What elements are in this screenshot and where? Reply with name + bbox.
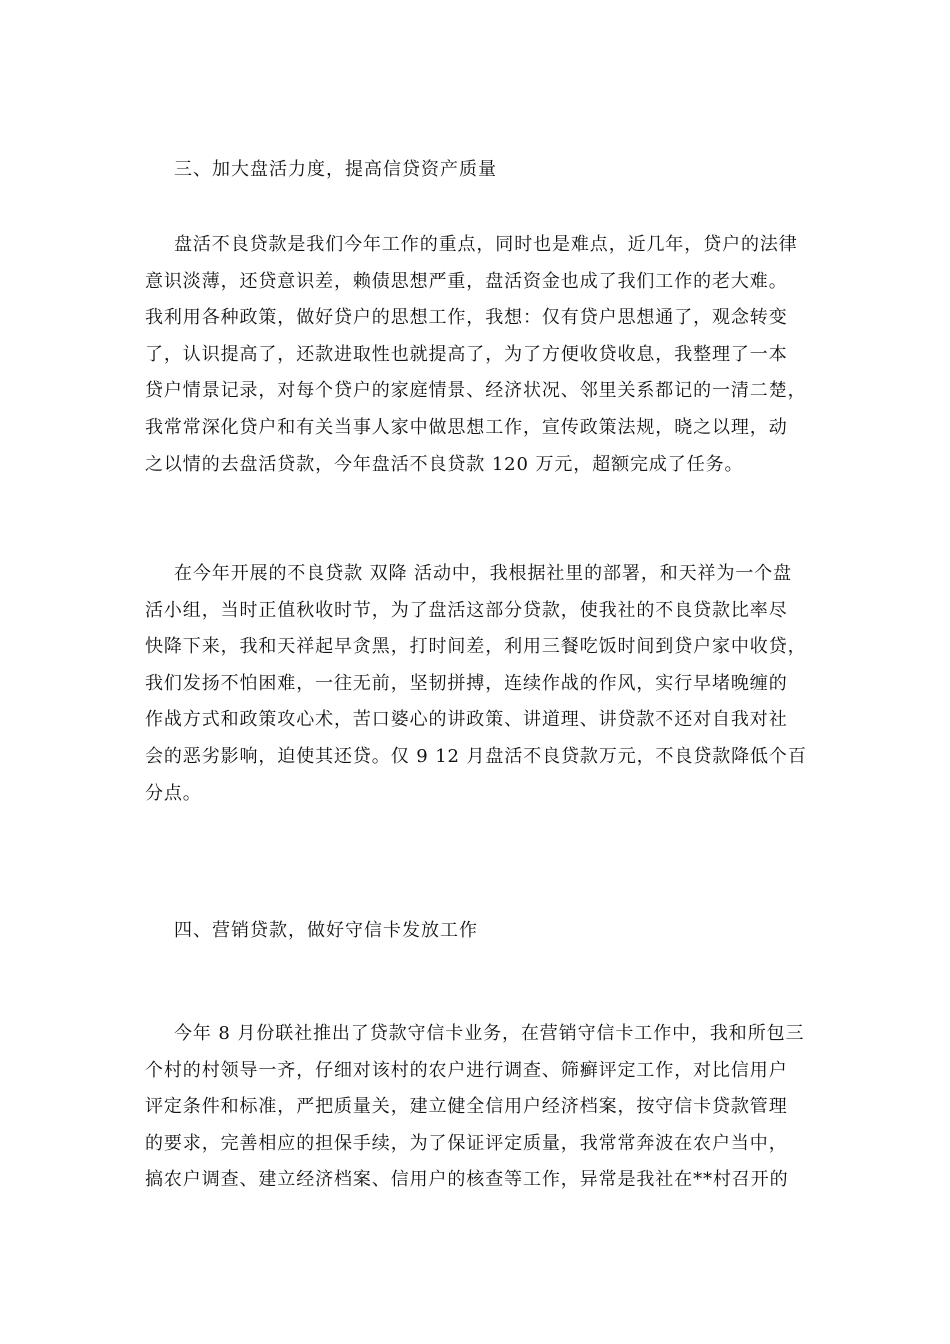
- text-line: 意识淡薄，还贷意识差，赖债思想严重，盘活资金也成了我们工作的老大难。: [145, 270, 788, 292]
- paragraph-credit-card-marketing: [145, 1023, 810, 1206]
- text-line: 会的恶劣影响，迫使其还贷。仅 9 12 月盘活不良贷款万元，不良贷款降低个百: [145, 745, 807, 767]
- text-line: 搞农户调查、建立经济档案、信用户的核查等工作，异常是我社在**村召开的: [145, 1169, 789, 1191]
- text-line: 之以情的去盘活贷款，今年盘活不良贷款 120 万元，超额完成了任务。: [145, 453, 744, 475]
- text-line: 评定条件和标准，严把质量关，建立健全信用户经济档案，按守信卡贷款管理: [145, 1096, 788, 1118]
- text-line: 快降下来，我和天祥起早贪黑，打时间差，利用三餐吃饭时间到贷户家中收贷，: [145, 636, 807, 658]
- text-line: 了，认识提高了，还款进取性也就提高了，为了方便收贷收息，我整理了一本: [145, 343, 788, 365]
- text-line: 我常常深化贷户和有关当事人家中做思想工作，宣传政策法规，晓之以理，动: [145, 416, 788, 438]
- paragraph-double-reduction: [145, 563, 810, 819]
- text-line: 分点。: [145, 782, 202, 804]
- text-line: 我利用各种政策，做好贷户的思想工作，我想：仅有贷户思想通了，观念转变: [145, 307, 788, 329]
- section-heading-3: 三、加大盘活力度，提高信贷资产质量: [174, 159, 497, 180]
- text-line: 在今年开展的不良贷款 双降 活动中，我根据社里的部署，和天祥为一个盘: [174, 563, 793, 584]
- text-line: 我们发扬不怕困难，一往无前，坚韧拼搏，连续作战的作风，实行早堵晚缠的: [145, 672, 788, 694]
- text-line: 活小组，当时正值秋收时节，为了盘活这部分贷款，使我社的不良贷款比率尽: [145, 599, 788, 621]
- text-line: 今年 8 月份联社推出了贷款守信卡业务，在营销守信卡工作中，我和所包三: [174, 1023, 805, 1044]
- text-line: 盘活不良贷款是我们今年工作的重点，同时也是难点，近几年，贷户的法律: [174, 234, 798, 255]
- text-line: 贷户情景记录，对每个贷户的家庭情景、经济状况、邻里关系都记的一清二楚，: [145, 380, 807, 402]
- text-line: 个村的村领导一齐，仔细对该村的农户进行调查、筛癣评定工作，对比信用户: [145, 1059, 788, 1081]
- paragraph-loan-revitalization: [145, 234, 810, 490]
- text-line: 作战方式和政策攻心术，苦口婆心的讲政策、讲道理、讲贷款不还对自我对社: [145, 709, 788, 731]
- section-heading-4: 四、营销贷款，做好守信卡发放工作: [174, 920, 478, 941]
- text-line: 的要求，完善相应的担保手续，为了保证评定质量，我常常奔波在农户当中，: [145, 1132, 788, 1154]
